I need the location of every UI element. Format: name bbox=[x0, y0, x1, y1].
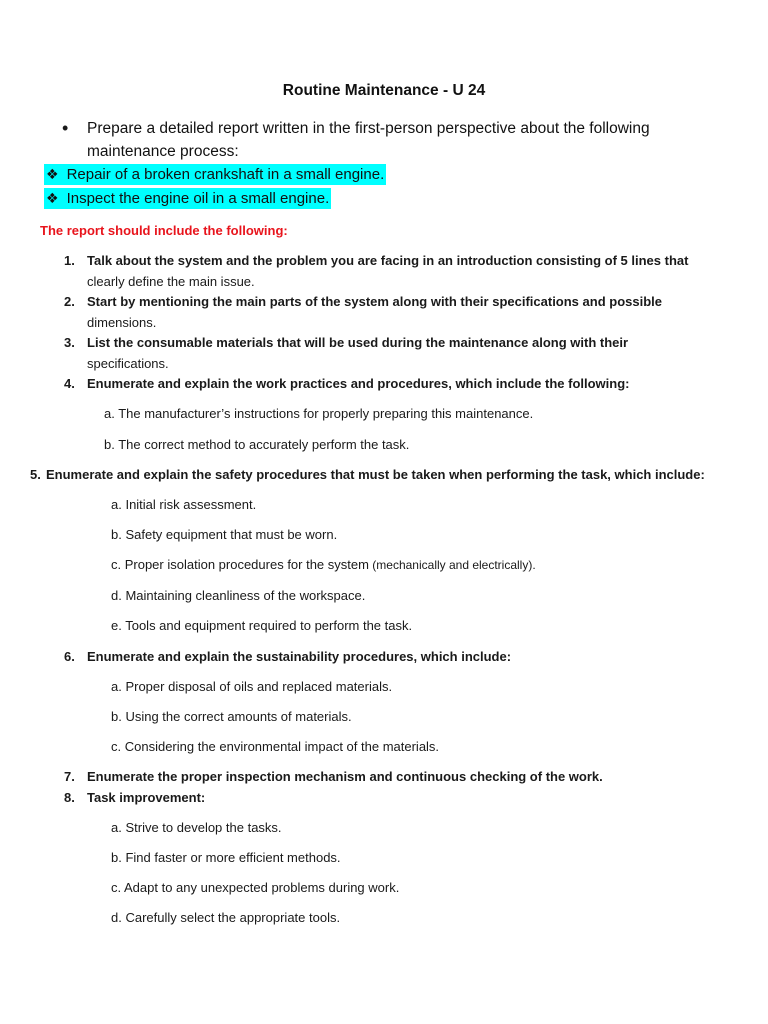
sub-item: c. Proper isolation procedures for the system (mechanically and electrically). bbox=[111, 557, 536, 572]
item-number: 8. bbox=[64, 790, 75, 805]
sub-item: b. Find faster or more efficient methods. bbox=[111, 850, 341, 865]
sub-item: b. Safety equipment that must be worn. bbox=[111, 527, 338, 542]
list-item: Enumerate and explain the safety procedures that must be taken when performing the task, which include: bbox=[46, 467, 705, 482]
sub-item: d. Carefully select the appropriate tools. bbox=[111, 910, 341, 925]
intro-paragraph: Prepare a detailed report written in the first-person perspective about the following maintenance process: bbox=[87, 120, 650, 160]
list-item: Enumerate and explain the work practices and procedures, which include the following: bbox=[87, 376, 630, 391]
list-item: Task improvement: bbox=[87, 790, 206, 805]
sub-item: d. Maintaining cleanliness of the workspace. bbox=[111, 588, 366, 603]
four-diamond-bullet-icon: ❖ bbox=[46, 166, 59, 182]
list-item: Enumerate the proper inspection mechanism and continuous checking of the work. bbox=[87, 769, 603, 784]
bullet-dot-icon: • bbox=[62, 118, 69, 138]
sub-item: a. Strive to develop the tasks. bbox=[111, 820, 282, 835]
list-item: Enumerate and explain the sustainability procedures, which include: bbox=[87, 649, 512, 664]
list-item: Talk about the system and the problem you are facing in an introduction consisting of 5 lines that clearly define the main issue. bbox=[87, 253, 689, 289]
sub-item: b. The correct method to accurately perform the task. bbox=[104, 437, 410, 452]
list-item: List the consumable materials that will be used during the maintenance along with their specifications. bbox=[87, 335, 629, 371]
sub-item: c. Considering the environmental impact of the materials. bbox=[111, 739, 440, 754]
item-number: 1. bbox=[64, 253, 75, 268]
sub-item: a. Proper disposal of oils and replaced materials. bbox=[111, 679, 393, 694]
item-number: 4. bbox=[64, 376, 75, 391]
item-number: 5. bbox=[30, 467, 41, 482]
sub-item: e. Tools and equipment required to perform the task. bbox=[111, 618, 413, 633]
item-number: 2. bbox=[64, 294, 75, 309]
list-item: Start by mentioning the main parts of the system along with their specifications and possible dimensions. bbox=[87, 294, 662, 330]
sub-item: c. Adapt to any unexpected problems during work. bbox=[111, 880, 400, 895]
sub-item: a. The manufacturer’s instructions for properly preparing this maintenance. bbox=[104, 406, 534, 421]
highlight-item-2: ❖ Inspect the engine oil in a small engine. bbox=[46, 190, 330, 207]
four-diamond-bullet-icon: ❖ bbox=[46, 190, 59, 206]
sub-item: a. Initial risk assessment. bbox=[111, 497, 257, 512]
highlight-item-1: ❖ Repair of a broken crankshaft in a small engine. bbox=[46, 166, 385, 183]
item-number: 6. bbox=[64, 649, 75, 664]
report-heading: The report should include the following: bbox=[40, 223, 288, 238]
item-number: 7. bbox=[64, 769, 75, 784]
sub-item: b. Using the correct amounts of materials. bbox=[111, 709, 352, 724]
page-title: Routine Maintenance - U 24 bbox=[282, 82, 486, 99]
item-number: 3. bbox=[64, 335, 75, 350]
